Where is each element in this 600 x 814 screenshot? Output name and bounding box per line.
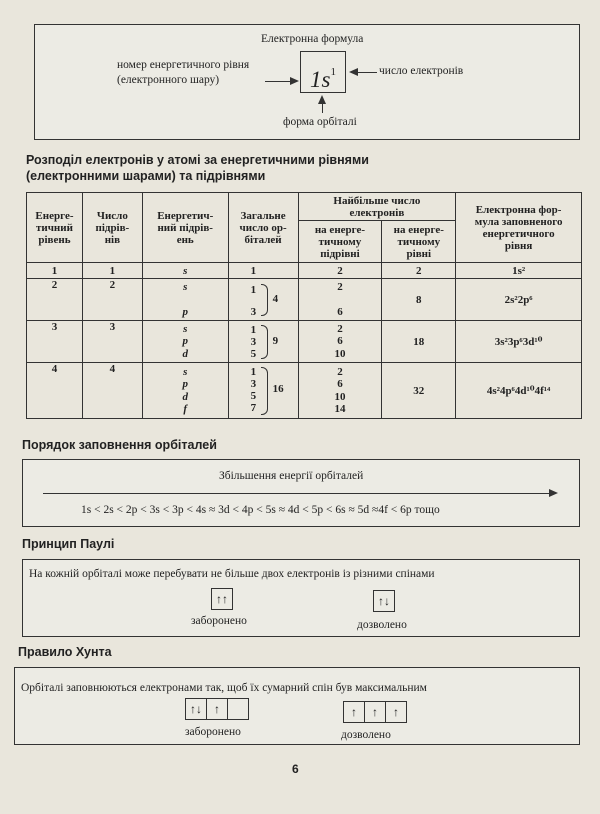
formula-superscript: 1 — [330, 66, 336, 78]
formula-left-label-1: номер енергетичного рівня — [117, 59, 250, 71]
pauli-text: На кожній орбіталі може перебувати не більше двох електронів із різними спінами — [29, 568, 435, 580]
cell-formula: 1s² — [456, 263, 582, 279]
hund-box — [14, 667, 580, 745]
formula-left-label-2: (електронного шару) — [117, 74, 220, 86]
table-row — [27, 279, 582, 321]
bottom-arrow-line — [322, 103, 323, 113]
cell-orbitals: 1 3 5 9 — [228, 321, 298, 363]
pauli-forbidden-label: заборонено — [191, 615, 247, 627]
cell-on-level: 18 — [382, 321, 456, 363]
cell-level: 1 — [27, 263, 83, 279]
cell-on-level: 32 — [382, 363, 456, 419]
cell-level: 4 — [27, 363, 83, 419]
hund-allowed-label: дозволено — [341, 729, 391, 741]
order-heading: Порядок заповнення орбіталей — [22, 438, 217, 452]
brace — [261, 367, 268, 415]
bottom-arrow-head — [318, 95, 326, 104]
pauli-heading: Принцип Паулі — [22, 537, 115, 551]
cell-count: 4 — [82, 363, 142, 419]
order-arrow-label: Збільшення енергії орбіталей — [219, 470, 364, 482]
distribution-heading-2: (електронними шарами) та підрівнями — [26, 169, 266, 183]
distribution-heading-1: Розподіл електронів у атомі за енергетичними рівнями — [26, 153, 369, 167]
left-arrow-head — [290, 77, 299, 85]
hund-forbidden-cell-1: ↑↓ — [185, 698, 207, 720]
header-on-level: на енерге- тичному рівні — [382, 221, 456, 263]
formula-right-label: число електронів — [379, 65, 464, 77]
cell-sublevel: s — [142, 263, 228, 279]
cell-level: 2 — [27, 279, 83, 321]
electron-formula-box — [34, 24, 580, 140]
hund-forbidden-cell-2: ↑ — [206, 698, 228, 720]
cell-electrons: 2 6 — [298, 279, 382, 321]
cell-sublevel: s p d — [142, 321, 228, 363]
left-arrow-line — [265, 81, 293, 82]
right-arrow-head — [349, 68, 358, 76]
hund-allowed-cell-2: ↑ — [364, 701, 386, 723]
brace — [261, 325, 268, 359]
cell-sublevel: s p d f — [142, 363, 228, 419]
header-formula: Електронна фор- мула заповненого енергетичного рівня — [456, 193, 582, 263]
page-number: 6 — [292, 762, 299, 776]
hund-heading: Правило Хунта — [18, 645, 112, 659]
formula-symbol: 1s — [310, 67, 331, 92]
cell-orbitals: 1 3 4 — [228, 279, 298, 321]
cell-orbitals: 1 3 5 7 16 — [228, 363, 298, 419]
cell-count: 2 — [82, 279, 142, 321]
header-sublevel: Енергетич- ний підрів- ень — [142, 193, 228, 263]
pauli-forbidden-cell: ↑↑ — [211, 588, 233, 610]
cell-count: 3 — [82, 321, 142, 363]
table-row — [27, 321, 582, 363]
hund-forbidden-label: заборонено — [185, 726, 241, 738]
cell-electrons: 2 6 10 14 — [298, 363, 382, 419]
header-sublevel-count: Число підрів- нів — [82, 193, 142, 263]
order-sequence: 1s < 2s < 2p < 3s < 3p < 4s ≈ 3d < 4p < 5s ≈ 4d < 5p < 6s ≈ 5d ≈4f < 6p тощо — [81, 504, 440, 516]
table-row — [27, 263, 582, 279]
cell-on-level: 8 — [382, 279, 456, 321]
cell-electrons: 2 6 10 — [298, 321, 382, 363]
hund-allowed-cell-3: ↑ — [385, 701, 407, 723]
pauli-box — [22, 559, 580, 637]
cell-electrons: 2 — [298, 263, 382, 279]
order-arrow-line — [43, 493, 551, 494]
hund-text: Орбіталі заповнюються електронами так, щоб їх сумарний спін був максимальним — [21, 682, 427, 694]
formula-cell — [300, 51, 346, 93]
cell-level: 3 — [27, 321, 83, 363]
formula-bottom-label: форма орбіталі — [283, 116, 357, 128]
header-level: Енерге- тичний рівень — [27, 193, 83, 263]
table-row — [27, 363, 582, 419]
brace — [261, 284, 268, 316]
cell-sublevel: s p — [142, 279, 228, 321]
header-orbitals: Загальне число ор- біталей — [228, 193, 298, 263]
cell-formula: 4s²4p⁶4d¹⁰4f¹⁴ — [456, 363, 582, 419]
order-box — [22, 459, 580, 527]
right-arrow-line — [357, 72, 377, 73]
hund-forbidden-cell-3 — [227, 698, 249, 720]
cell-formula: 3s²3p⁶3d¹⁰ — [456, 321, 582, 363]
hund-allowed-cell-1: ↑ — [343, 701, 365, 723]
header-on-sublevel: на енерге- тичному підрівні — [298, 221, 382, 263]
cell-formula: 2s²2p⁶ — [456, 279, 582, 321]
cell-count: 1 — [82, 263, 142, 279]
formula-title: Електронна формула — [261, 33, 364, 45]
electron-distribution-table — [26, 192, 582, 419]
cell-orbitals: 1 — [228, 263, 298, 279]
order-arrow-head — [549, 489, 558, 497]
pauli-allowed-cell: ↑↓ — [373, 590, 395, 612]
pauli-allowed-label: дозволено — [357, 619, 407, 631]
cell-on-level: 2 — [382, 263, 456, 279]
header-max-electrons: Найбільше число електронів — [298, 193, 456, 221]
